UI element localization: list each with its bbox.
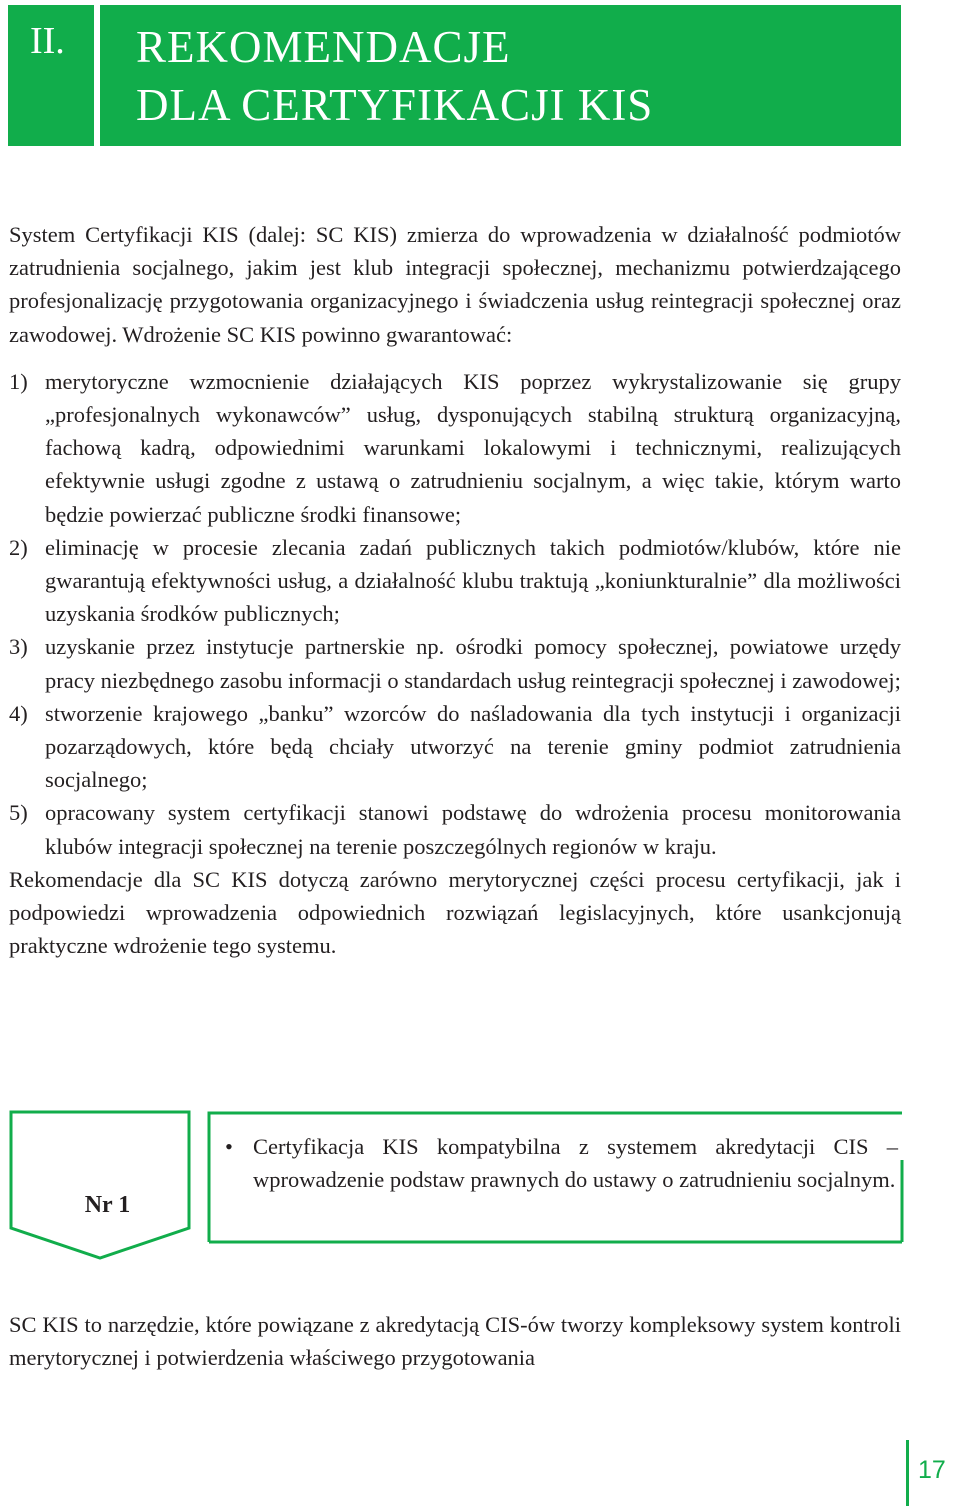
list-item-text: merytoryczne wzmocnienie działających KIS poprzez wykrystalizowanie się grupy „profesjonalnych wykonawców” usług, dysponujących stabilną strukturą organizacyjną, fachową kadrą, odpowiednimi warunkami lokalowymi i technicznymi, realizujących efektywnie usługi zgodne z ustawą o zatrudnieniu socjalnym, a więc takie, którym warto będzie powierzać publiczne środki finansowe;	[45, 368, 901, 527]
list-item	[9, 697, 901, 797]
chapter-title	[100, 5, 901, 146]
main-text	[9, 218, 901, 962]
benefits-list	[9, 365, 901, 863]
recommendation-arrow-shape	[9, 1110, 194, 1260]
intro-paragraph: System Certyfikacji KIS (dalej: SC KIS) zmierza do wprowadzenia w działalność podmiotów zatrudnienia socjalnego, jakim jest klub integracji społecznej, mechanizmu potwierdzającego profesjonalizację przygotowania organizacyjnego i świadczenia usług reintegracji społecznej oraz zawodowej. Wdrożenie SC KIS powinno gwarantować:	[9, 222, 901, 347]
list-item-number: 3)	[9, 634, 28, 660]
chapter-number: II.	[8, 5, 94, 146]
list-item	[9, 531, 901, 631]
list-item-text: uzyskanie przez instytucje partnerskie np. ośrodki pomocy społecznej, powiatowe urzędy pracy niezbędnego zasobu informacji o standardach usług reintegracji społecznej i zawodowej;	[45, 634, 901, 693]
recommendation-callout	[9, 1110, 901, 1260]
list-item-text: stworzenie krajowego „banku” wzorców do naśladowania dla tych instytucji i organizacji pozarządowych, które będą chciały utworzyć na terenie gminy podmiot zatrudnienia socjalnego;	[45, 700, 901, 793]
callout-box	[206, 1110, 906, 1245]
list-item-text: opracowany system certyfikacji stanowi podstawę do wdrożenia procesu monitorowania klubów integracji społecznej na terenie poszczególnych regionów w kraju.	[45, 800, 901, 859]
list-item	[9, 796, 901, 862]
bullet-icon: •	[225, 1134, 233, 1159]
list-item-number: 5)	[9, 800, 28, 826]
page-number: 17	[918, 1456, 946, 1484]
summary-paragraph: Rekomendacje dla SC KIS dotyczą zarówno merytorycznej części procesu certyfikacji, jak i podpowiedzi wprowadzenia odpowiednich rozwiązań legislacyjnych, które usankcjonują praktyczne wdrożenie tego systemu.	[9, 866, 901, 959]
chapter-header	[8, 5, 901, 146]
recommendation-number: Nr 1	[84, 1192, 131, 1218]
callout-item	[225, 1130, 898, 1196]
list-item-text: eliminację w procesie zlecania zadań publicznych takich podmiotów/klubów, które nie gwarantują efektywności usług, a działalność klubu traktują „koniunkturalnie” dla możliwości uzyskania środków publicznych;	[45, 534, 901, 627]
list-item-number: 2)	[9, 534, 28, 560]
page-number-bar	[906, 1440, 909, 1506]
chapter-title-line-2: DLA CERTYFIKACJI KIS	[136, 80, 654, 130]
list-item-number: 1)	[9, 368, 28, 394]
closing-paragraph: SC KIS to narzędzie, które powiązane z akredytacją CIS-ów tworzy kompleksowy system kontroli merytorycznej i potwierdzenia właściwego przygotowania	[9, 1311, 901, 1370]
callout-list	[206, 1110, 906, 1196]
callout-text: Certyfikacja KIS kompatybilna z systemem akredytacji CIS – wprowadzenie podstaw prawnych do ustawy o zatrudnieniu socjalnym.	[253, 1134, 898, 1193]
list-item	[9, 630, 901, 696]
list-item	[9, 365, 901, 531]
list-item-number: 4)	[9, 700, 28, 726]
chapter-title-line-1: REKOMENDACJE	[136, 22, 511, 72]
